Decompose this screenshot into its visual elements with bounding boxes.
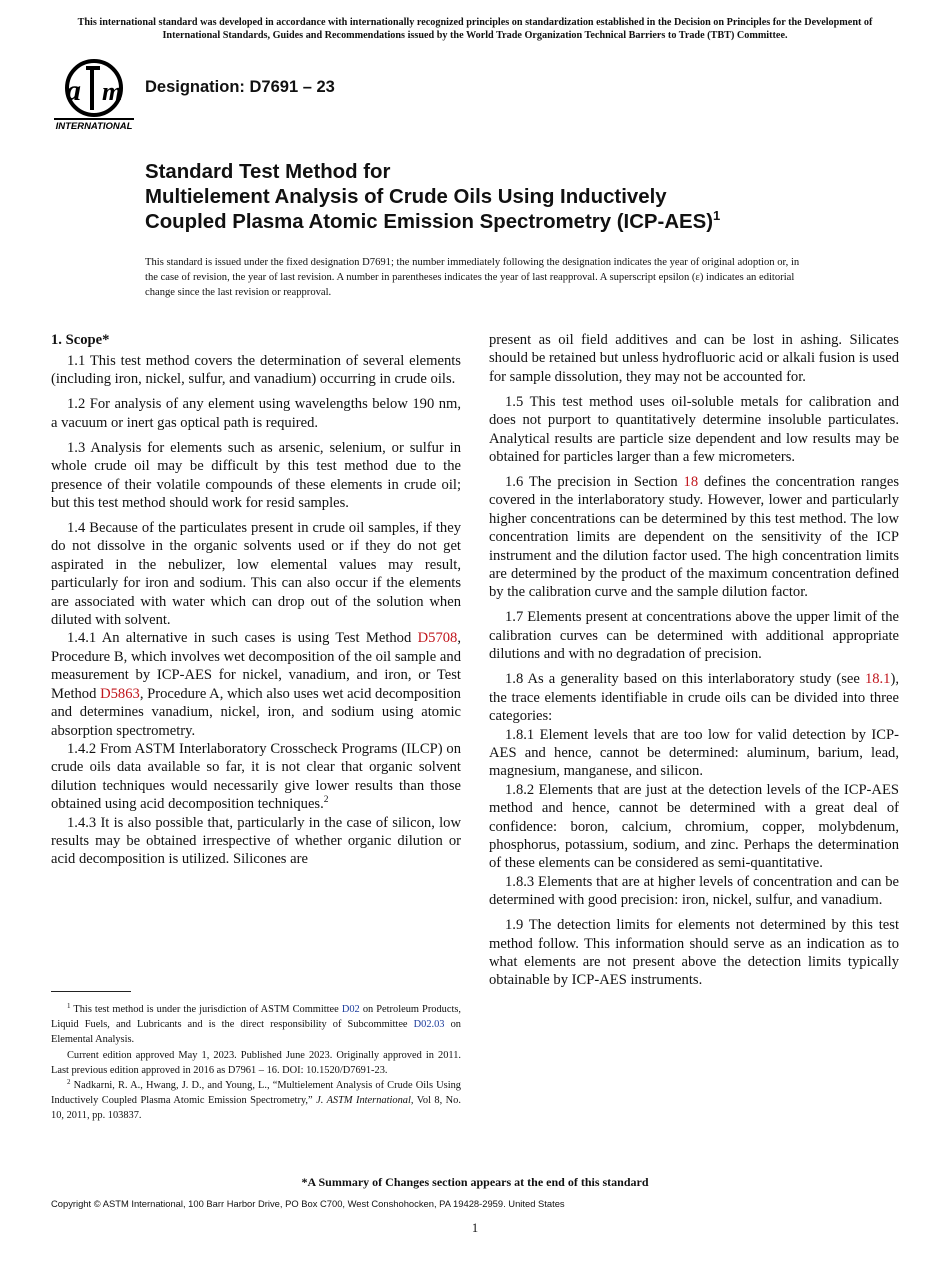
link-d02[interactable]: D02 (341, 1004, 360, 1015)
footnote-2: $^2$ Nadkarni, R. A., Hwang, J. D., and Young, L., “Multielement Analysis of Crude Oils Using Inductively Coupled Plasma Atomic Emission Spectrometry,” J. ASTM International, Vol 8, No. 10, 2011, pp. 103837. (51, 1078, 461, 1122)
para-1-8-3: 1.8.3 Elements that are at higher levels of concentration and can be determined with good precision: iron, nickel, sulfur, and vanadium. (489, 873, 899, 909)
title-line-1: Standard Test Method for (145, 161, 391, 183)
wto-notice: This international standard was developed in accordance with internationally recognized principles on standardization established in the Decision on Principles for the Development of International Standards, Guides and Recommendations issued by the World Trade Organization Technical Barriers to Trade (TBT) Committee. (77, 17, 873, 41)
svg-text:m: m (102, 77, 123, 106)
document-title (145, 160, 905, 235)
designation: Designation: D7691 – 23 (145, 78, 335, 96)
footnotes (51, 1002, 461, 1124)
link-18-1[interactable]: 18.1 (864, 671, 891, 688)
para-1-4-3-cont: present as oil field additives and can be lost in ashing. Silicates should be retained but unless hydrofluoric acid or alkali fusion is used for sample dissolution, they may not be accounted for. (489, 332, 899, 385)
astm-logo (52, 56, 136, 132)
link-d5708[interactable]: D5708 (417, 630, 458, 647)
copyright: Copyright © ASTM International, 100 Barr Harbor Drive, PO Box C700, West Conshohocken, PA 19428-2959. United States (51, 1198, 565, 1209)
right-column (489, 331, 899, 990)
svg-text:a: a (66, 74, 81, 107)
logo-subtitle: INTERNATIONAL (55, 121, 133, 132)
link-d02-03[interactable]: D02.03 (413, 1019, 445, 1031)
para-1-3: 1.3 Analysis for elements such as arsenic, selenium, or sulfur in whole crude oil may be difficult by this test method due to the presence of their volatile compounds of these elements in crude oil; but this test method should work for resid samples. (51, 439, 461, 512)
para-1-6: 1.6 The precision in Section 18 defines the concentration ranges covered in the interlaboratory study. However, lower and particularly higher concentrations can be determined by this test method. The low concentration limits are dependent on the sensitivity of the ICP instrument and the dilution factor used. The high concentration limits are determined by the product of the maximum concentration defined by the calibration curve and the sample dilution factor. (489, 474, 899, 601)
link-d5863[interactable]: D5863 (100, 685, 140, 702)
title-line-2: Multielement Analysis of Crude Oils Using Inductively (145, 186, 667, 208)
para-1-2: 1.2 For analysis of any element using wavelengths below 190 nm, a vacuum or inert gas optical path is required. (51, 396, 461, 431)
footnote-ref-2[interactable]: 2 (323, 795, 329, 806)
issue-note: This standard is issued under the fixed designation D7691; the number immediately following the designation indicates the year of original adoption or, in the case of revision, the year of last revision. A number in parentheses indicates the year of last reapproval. A superscript epsilon (ε) indicates an editorial change since the last revision or reapproval. (145, 257, 800, 299)
summary-of-changes-note: *A Summary of Changes section appears at the end of this standard (301, 1175, 649, 1189)
para-1-8: 1.8 As a generality based on this interlaboratory study (see 18.1), the trace elements identifiable in crude oils can be divided into three categories: (489, 671, 899, 725)
para-1-4: 1.4 Because of the particulates present in crude oil samples, if they do not dissolve in the organic solvents used or if they do not get aspirated in the nebulizer, low elemental values may result, particularly for iron and sodium. This can also occur if the elements are associated with water which can drop out of the solution when diluted with solvent. (51, 520, 461, 629)
para-1-8-2: 1.8.2 Elements that are just at the detection levels of the ICP-AES method and hence, cannot be determined with a great deal of confidence: boron, calcium, chromium, copper, molybdenum, phosphorus, potassium, sodium, and zinc. Perhaps the determination of these elements can be considered as semi-quantitative. (489, 781, 899, 872)
link-section-18[interactable]: 18 (683, 474, 699, 491)
footnote-1: $^1$ This test method is under the jurisdiction of ASTM Committee D02 on Petroleum Products, Liquid Fuels, and Lubricants and is the direct responsibility of Subcommittee D02.03 on Elemental Analysis. (51, 1002, 462, 1046)
title-footnote-mark: 1 (713, 208, 721, 223)
footnote-divider (51, 991, 131, 992)
para-1-4-1: 1.4.1 An alternative in such cases is using Test Method D5708, Procedure B, which involves wet decomposition of the oil sample and measurement by ICP-AES for nickel, vanadium, and iron, or Test Method D5863, Procedure A, which also uses wet acid decomposition and determines vanadium, nickel, iron, and sodium using atomic absorption spectrometry. (51, 630, 461, 739)
para-1-7: 1.7 Elements present at concentrations above the upper limit of the calibration curves can be determined with additional appropriate dilutions and with no degradation of precision. (489, 609, 899, 663)
para-1-5: 1.5 This test method uses oil-soluble metals for calibration and does not purport to quantitatively determine insoluble particulates. Analytical results are particle size dependent and low results may be obtained for particles larger than a few micrometers. (489, 393, 899, 466)
para-1-4-2: 1.4.2 From ASTM Interlaboratory Crosscheck Programs (ILCP) on crude oils data available so far, it is not clear that organic solvent dilution techniques would necessarily give lower results than those obtained using acid decomposition techniques.$^2$ (51, 740, 461, 813)
page-number: 1 (471, 1221, 479, 1235)
para-1-4-3: 1.4.3 It is also possible that, particularly in the case of silicon, low results may be obtained irrespective of whether organic dilution or acid decomposition is utilized. Silicones are (51, 814, 461, 868)
left-column (51, 331, 461, 869)
para-1-1: 1.1 This test method covers the determination of several elements (including iron, nickel, sulfur, and vanadium) occurring in crude oils. (51, 353, 461, 388)
edition-note: Current edition approved May 1, 2023. Published June 2023. Originally approved in 2011. Last previous edition approved in 2016 as D7961 – 16. DOI: 10.1520/D7691-23. (51, 1049, 461, 1076)
section-heading-scope: 1. Scope* (51, 332, 110, 348)
title-line-3: Coupled Plasma Atomic Emission Spectrometry (ICP-AES) (145, 211, 714, 233)
para-1-8-1: 1.8.1 Element levels that are too low for valid detection by ICP-AES and hence, cannot be determined: aluminum, barium, lead, magnesium, manganese, and silicon. (489, 726, 899, 780)
para-1-9: 1.9 The detection limits for elements not determined by this test method follow. This information should serve as an indication as to what elements are not present above the detection limits typically obtainable by ICP-AES instruments. (489, 917, 899, 989)
